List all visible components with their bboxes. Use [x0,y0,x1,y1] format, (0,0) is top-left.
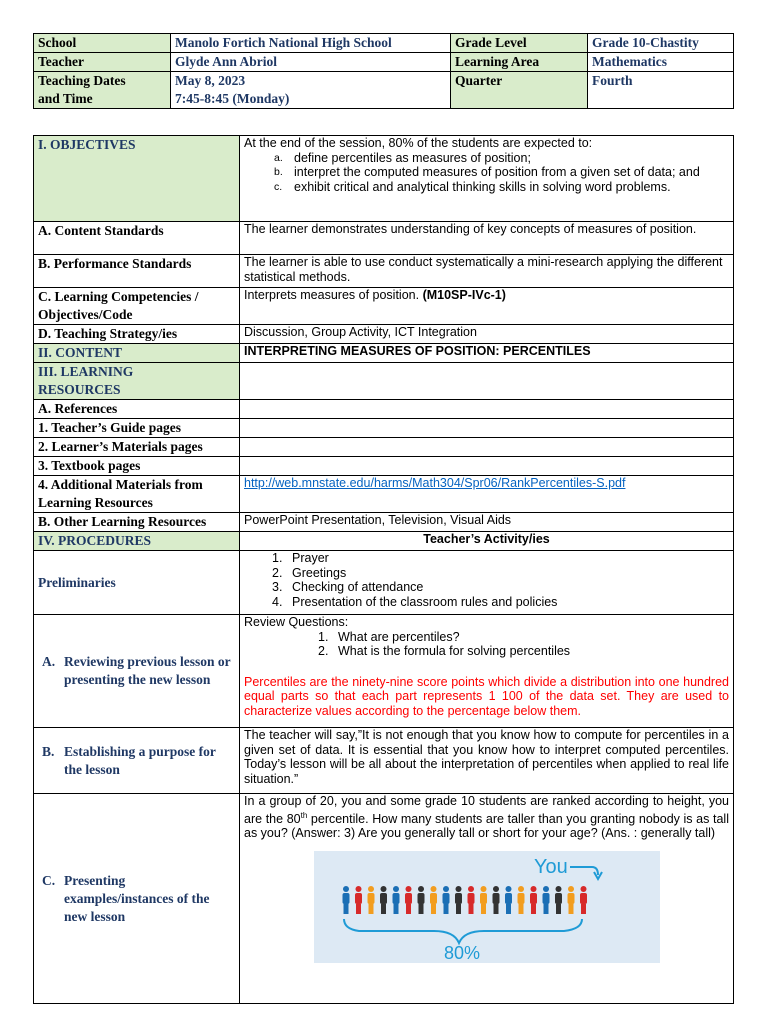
content-standards-label: A. Content Standards [34,222,240,255]
quarter-value: Fourth [588,72,734,109]
objectives-cell [240,136,734,222]
learners-materials-empty [240,438,734,457]
content-title: INTERPRETING MEASURES OF POSITION: PERCENTILES [240,344,734,363]
you-label: You [534,855,568,878]
step-b-mark: B. [42,743,55,759]
textbook-empty [240,457,734,476]
competency-code: (M10SP-IVc-1) [422,288,506,302]
teaching-dates-label-line1: Teaching Dates [38,73,126,88]
review-answer: Percentiles are the ninety-nine score points which divide a distribution into one hundred equal parts so that each part represents 1 100 of the data set. They are used to characterize values according to the percentage below them. [244,674,729,718]
percentile-figure [314,851,660,963]
teachers-guide-empty [240,419,734,438]
content-standards-text: The learner demonstrates understanding of key concepts of measures of position. [240,222,734,255]
learning-area-value: Mathematics [588,53,734,72]
objective-item: c. exhibit critical and analytical thinking skills in solving word problems. [274,179,671,194]
objective-item: a. define percentiles as measures of position; [274,150,531,165]
person-icon [368,886,375,914]
example-superscript: th [300,810,308,820]
learning-resources-label-line2: RESOURCES [38,382,121,397]
review-question: 2. What is the formula for solving percentiles [318,644,571,658]
percentile-illustration [314,851,660,963]
person-icon [455,886,462,914]
competency-description: Interprets measures of position. [244,288,423,302]
preliminary-item: 3. Checking of attendance [272,580,424,594]
performance-standards-text: The learner is able to use conduct systematically a mini-research applying the different statistical methods. [240,255,734,288]
teacher-label: Teacher [34,53,171,72]
teaching-dates-value [171,72,451,109]
person-icon [405,886,412,914]
additional-materials-cell [240,476,734,513]
objectives-list [244,151,729,195]
procedures-label: IV. PROCEDURES [34,532,240,551]
step-c-title: Presenting examples/instances of the new lesson [64,872,210,924]
person-icon [505,886,512,914]
review-title: Review Questions: [244,615,349,629]
person-icon [518,886,525,914]
textbook-label: 3. Textbook pages [34,457,240,476]
preliminaries-label: Preliminaries [34,551,240,615]
resource-link[interactable]: http://web.mnstate.edu/harms/Math304/Spr06/RankPercentiles-S.pdf [244,476,626,490]
step-a-label [34,615,240,728]
person-icon [580,886,587,914]
performance-standards-label: B. Performance Standards [34,255,240,288]
teaching-time: 7:45-8:45 (Monday) [175,91,290,106]
example-text-part1: In a group of 20, you and some grade 10 students are ranked according to height, you are the 80 [244,794,729,826]
example-text-part2: percentile. How many students are taller than you granting nobody is as tall as you? (Answer: 3) Are you generally tall or short for your age? (Ans. : generally tall) [244,811,729,841]
strategy-label: D. Teaching Strategy/ies [34,325,240,344]
learning-area-label: Learning Area [451,53,588,72]
school-value: Manolo Fortich National High School [171,34,451,53]
preliminary-item: 4. Presentation of the classroom rules and policies [272,594,558,609]
additional-materials-label [34,476,240,513]
additional-materials-label-line2: Learning Resources [38,495,153,510]
competencies-label-line1: C. Learning Competencies / [38,289,199,304]
learning-resources-label [34,363,240,400]
objectives-intro: At the end of the session, 80% of the students are expected to: [244,136,593,150]
competencies-label-line2: Objectives/Code [38,307,133,322]
other-resources-label: B. Other Learning Resources [34,513,240,532]
step-c-mark: C. [42,872,56,888]
preliminary-item: 2. Greetings [272,565,347,580]
person-icon [530,886,537,914]
person-icon [468,886,475,914]
person-icon [343,886,350,914]
example-cell [240,794,734,1004]
teaching-date: May 8, 2023 [175,73,246,88]
lesson-plan-table [33,135,734,1004]
learning-resources-label-line1: III. LEARNING [38,364,134,379]
strategy-text: Discussion, Group Activity, ICT Integration [240,325,734,344]
step-b-heading [38,743,235,779]
person-icon [418,886,425,914]
person-icon [443,886,450,914]
learning-resources-empty [240,363,734,400]
step-a-heading [38,653,235,689]
school-label: School [34,34,171,53]
preliminaries-cell [240,551,734,615]
quarter-label: Quarter [451,72,588,109]
preliminaries-list [244,551,729,609]
step-b-title: Establishing a purpose for the lesson [64,743,216,777]
references-label: A. References [34,400,240,419]
example-text [244,794,729,841]
objective-item: b. interpret the computed measures of position from a given set of data; and [274,165,700,179]
person-icon [568,886,575,914]
eighty-percent-label: 80% [444,942,481,963]
person-icon [493,886,500,914]
step-a-title: Reviewing previous lesson or presenting the new lesson [64,654,231,687]
people-row [343,886,588,914]
person-icon [355,886,362,914]
step-c-label [34,794,240,1004]
references-empty [240,400,734,419]
step-a-mark: A. [42,654,56,669]
additional-materials-label-line1: 4. Additional Materials from [38,477,203,492]
teachers-guide-label: 1. Teacher’s Guide pages [34,419,240,438]
teacher-value: Glyde Ann Abriol [171,53,451,72]
competencies-text [240,288,734,325]
competencies-label [34,288,240,325]
person-icon [555,886,562,914]
brace-icon [344,919,582,943]
person-icon [430,886,437,914]
review-cell [240,615,734,728]
step-c-heading [38,872,235,926]
other-resources-text: PowerPoint Presentation, Television, Visual Aids [240,513,734,532]
grade-level-value: Grade 10-Chastity [588,34,734,53]
teaching-dates-label [34,72,171,109]
teaching-dates-label-line2: and Time [38,91,93,106]
content-label: II. CONTENT [34,344,240,363]
preliminary-item: 1. Prayer [272,551,329,565]
you-arrow [570,867,598,875]
purpose-text: The teacher will say,”It is not enough that you know how to compute for percentiles in a given set of data. It is essential that you know how to interpret computed percentiles. Today’s lesson will be all about the interpretation of percentiles when applied to real life situation.” [240,728,734,794]
step-b-label [34,728,240,794]
learners-materials-label: 2. Learner’s Materials pages [34,438,240,457]
person-icon [480,886,487,914]
teachers-activity-header: Teacher’s Activity/ies [240,532,734,551]
review-questions [244,630,729,659]
review-question: 1. What are percentiles? [318,629,460,644]
person-icon [543,886,550,914]
grade-level-label: Grade Level [451,34,588,53]
person-icon [380,886,387,914]
objectives-label: I. OBJECTIVES [34,136,240,222]
person-icon [393,886,400,914]
header-table [33,33,734,109]
